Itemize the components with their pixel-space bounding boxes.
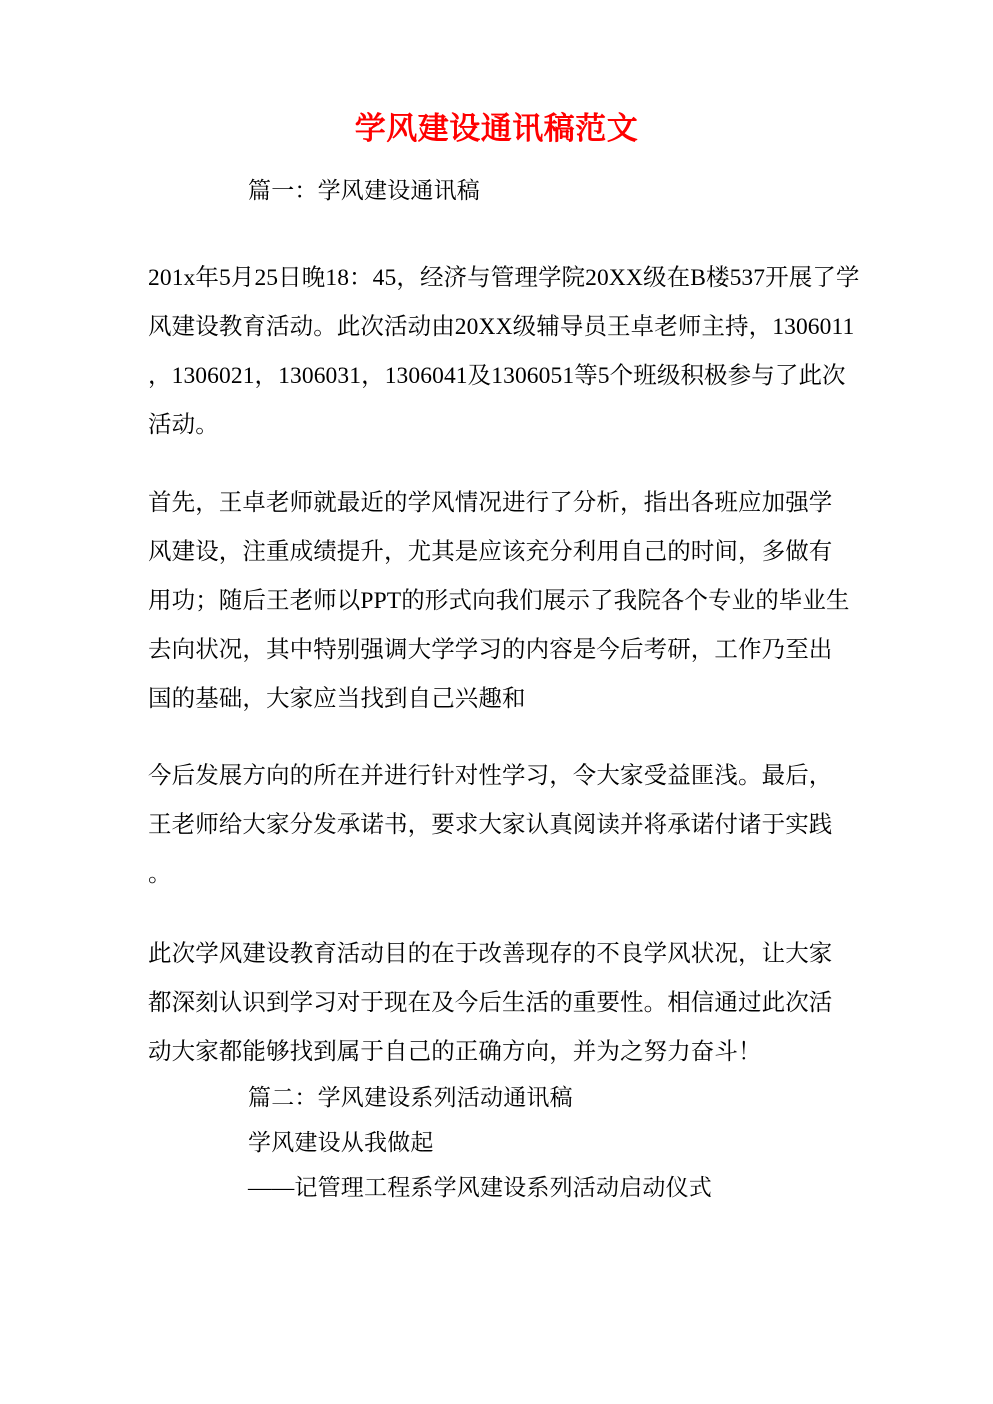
paragraph-4 [148,930,848,1077]
paragraph-2-line-5: 国的基础，大家应当找到自己兴趣和 [148,686,526,712]
paragraph-3-line-1: 今后发展方向的所在并进行针对性学习，令大家受益匪浅。最后， [148,763,833,789]
page-title: 学风建设通讯稿范文 [354,111,639,146]
paragraph-4-line-2: 都深刻认识到学习对于现在及今后生活的重要性。相信通过此次活 [148,990,833,1016]
section-two-heading: 篇二：学风建设系列活动通讯稿 [248,1085,573,1110]
paragraph-1-line-2: 风建设教育活动。此次活动由20XX级辅导员王卓老师主持，1306011 [148,314,855,340]
paragraph-1-line-4: 活动。 [148,412,219,438]
paragraph-4-line-1: 此次学风建设教育活动目的在于改善现存的不良学风状况，让大家 [148,941,833,967]
paragraph-2-line-1: 首先，王卓老师就最近的学风情况进行了分析，指出各班应加强学 [148,490,833,516]
section-two-subtitle: 学风建设从我做起 [248,1130,434,1155]
paragraph-4-line-3: 动大家都能够找到属于自己的正确方向，并为之努力奋斗！ [148,1039,762,1065]
paragraph-2-line-4: 去向状况，其中特别强调大学学习的内容是今后考研，工作乃至出 [148,637,833,663]
paragraph-2 [148,479,848,724]
paragraph-3-line-3: 。 [148,861,172,887]
section-two-byline: ——记管理工程系学风建设系列活动启动仪式 [248,1175,712,1200]
paragraph-3 [148,752,848,899]
paragraph-3-line-2: 王老师给大家分发承诺书，要求大家认真阅读并将承诺付诸于实践 [148,812,833,838]
paragraph-2-line-2: 风建设，注重成绩提升，尤其是应该充分利用自己的时间，多做有 [148,539,833,565]
paragraph-1 [148,254,860,450]
paragraph-2-line-3: 用功；随后王老师以PPT的形式向我们展示了我院各个专业的毕业生 [148,588,850,614]
section-one-heading: 篇一：学风建设通讯稿 [248,178,480,203]
paragraph-1-line-1: 201x年5月25日晚18：45，经济与管理学院20XX级在B楼537开展了学 [148,265,860,291]
paragraph-1-line-3: ，1306021，1306031，1306041及1306051等5个班级积极参与了此次 [148,363,846,389]
